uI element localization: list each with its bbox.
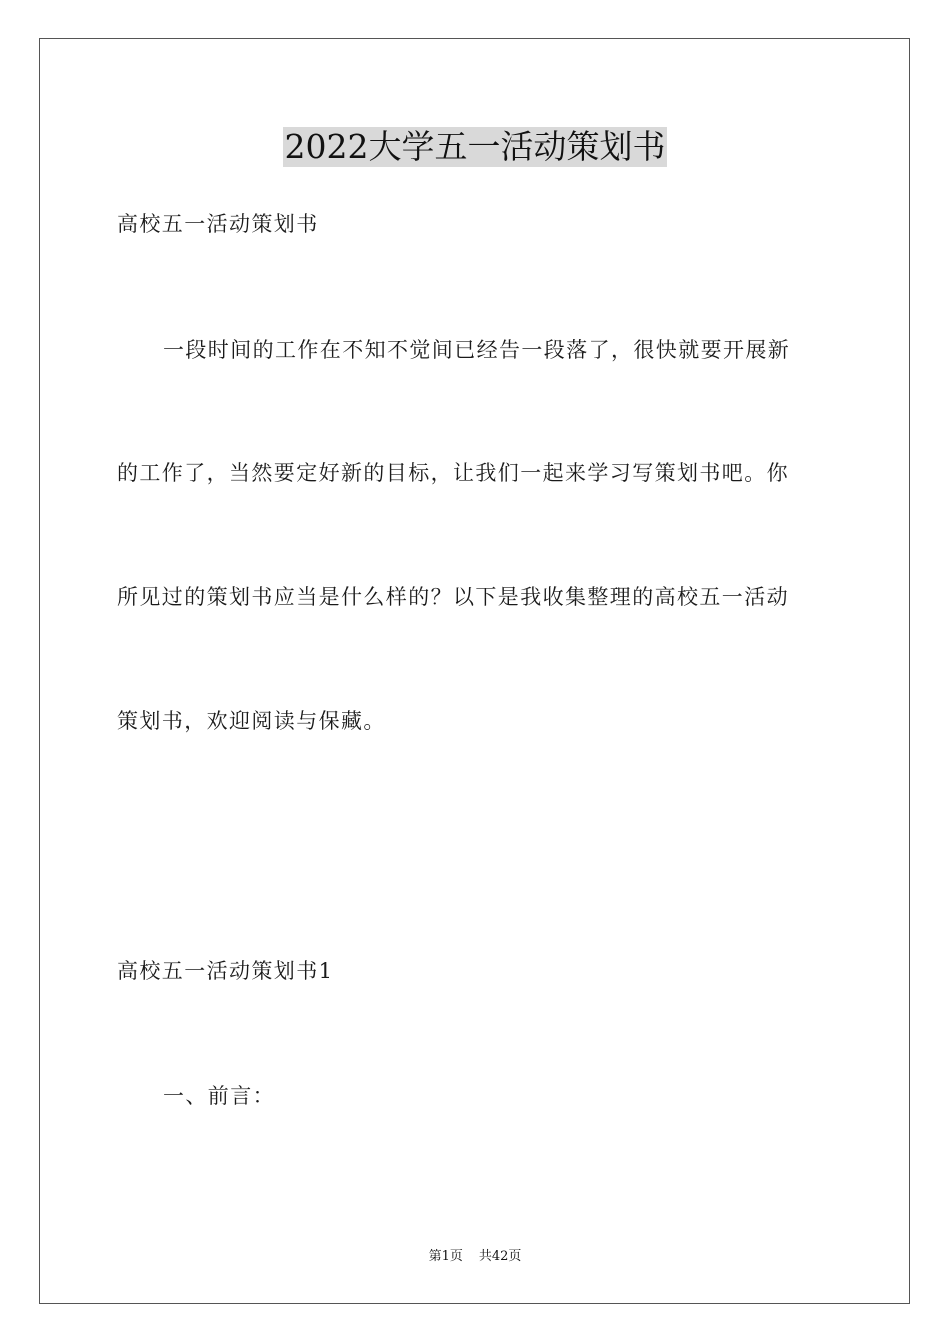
page-footer	[0, 1248, 950, 1266]
page-number: 第1页	[428, 1249, 463, 1264]
section-item-preface: 一、前言：	[163, 1084, 275, 1108]
intro-line-3: 所见过的策划书应当是什么样的？以下是我收集整理的高校五一活动	[117, 585, 789, 609]
title-container	[0, 127, 950, 167]
intro-line-1: 一段时间的工作在不知不觉间已经告一段落了，很快就要开展新	[163, 338, 791, 362]
document-title: 2022大学五一活动策划书	[284, 127, 666, 166]
section-heading: 高校五一活动策划书1	[117, 959, 334, 983]
page-total: 共42页	[478, 1249, 522, 1264]
intro-line-4: 策划书，欢迎阅读与保藏。	[117, 709, 386, 733]
document-subtitle: 高校五一活动策划书	[117, 212, 319, 236]
intro-line-2: 的工作了，当然要定好新的目标，让我们一起来学习写策划书吧。你	[117, 461, 789, 485]
